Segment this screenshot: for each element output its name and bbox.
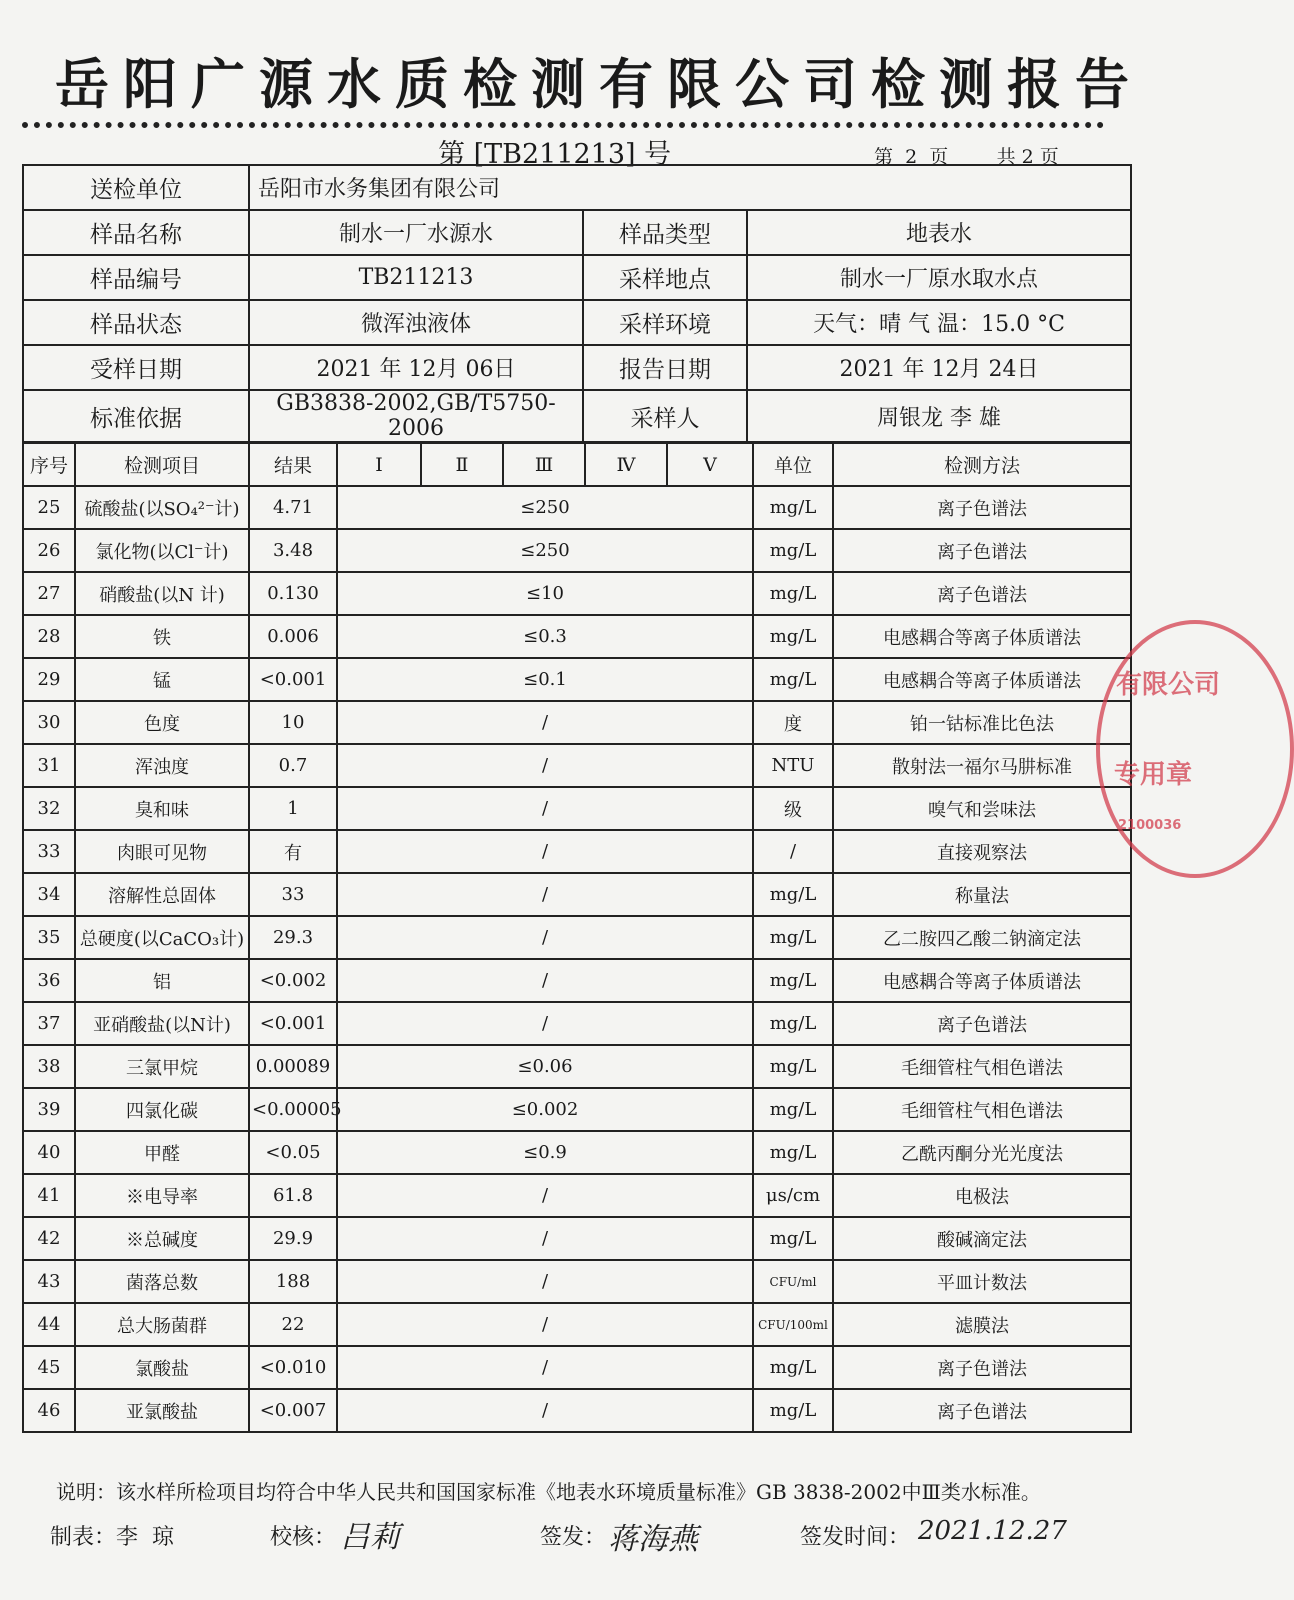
- row-no: 25: [23, 486, 75, 529]
- row-unit: mg/L: [753, 873, 833, 916]
- report-date-value: 2021 年 12月 24日: [747, 345, 1131, 390]
- row-method: 散射法一福尔马肼标准: [833, 744, 1131, 787]
- row-no: 41: [23, 1174, 75, 1217]
- row-no: 40: [23, 1131, 75, 1174]
- row-no: 39: [23, 1088, 75, 1131]
- row-item: 溶解性总固体: [75, 873, 249, 916]
- row-unit: mg/L: [753, 1217, 833, 1260]
- sampler-label: 采样人: [583, 390, 747, 442]
- row-unit: /: [753, 830, 833, 873]
- row-method: 毛细管柱气相色谱法: [833, 1045, 1131, 1088]
- issued-by-label: 签发：: [540, 1525, 607, 1550]
- row-no: 36: [23, 959, 75, 1002]
- row-no: 28: [23, 615, 75, 658]
- row-method: 电感耦合等离子体质谱法: [833, 658, 1131, 701]
- row-item: 甲醛: [75, 1131, 249, 1174]
- row-unit: mg/L: [753, 658, 833, 701]
- row-limit: /: [337, 959, 753, 1002]
- row-item: 氯化物(以Cl⁻计): [75, 529, 249, 572]
- row-limit: /: [337, 744, 753, 787]
- row-item: 铁: [75, 615, 249, 658]
- row-no: 43: [23, 1260, 75, 1303]
- sample-site-value: 制水一厂原水取水点: [747, 255, 1131, 300]
- row-result: 10: [249, 701, 337, 744]
- row-unit: 级: [753, 787, 833, 830]
- col-class-2-header: Ⅱ: [421, 443, 503, 486]
- sample-info-table: [22, 164, 1132, 443]
- table-row: [23, 1002, 1131, 1045]
- row-method: 嗅气和尝味法: [833, 787, 1131, 830]
- row-method: 乙酰丙酮分光光度法: [833, 1131, 1131, 1174]
- seal-text-special: 专用章: [1114, 760, 1193, 790]
- row-no: 45: [23, 1346, 75, 1389]
- row-result: 188: [249, 1260, 337, 1303]
- row-result: <0.00005: [249, 1088, 337, 1131]
- row-result: 0.006: [249, 615, 337, 658]
- row-limit: ≤10: [337, 572, 753, 615]
- row-no: 26: [23, 529, 75, 572]
- row-result: 61.8: [249, 1174, 337, 1217]
- row-no: 34: [23, 873, 75, 916]
- row-no: 30: [23, 701, 75, 744]
- row-method: 滤膜法: [833, 1303, 1131, 1346]
- row-method: 离子色谱法: [833, 529, 1131, 572]
- col-item-header: 检测项目: [75, 443, 249, 486]
- row-limit: ≤0.3: [337, 615, 753, 658]
- table-row: [23, 1045, 1131, 1088]
- row-unit: mg/L: [753, 1088, 833, 1131]
- row-limit: ≤250: [337, 529, 753, 572]
- row-limit: /: [337, 1389, 753, 1432]
- row-method: 称量法: [833, 873, 1131, 916]
- row-method: 平皿计数法: [833, 1260, 1131, 1303]
- row-item: 总硬度(以CaCO₃计): [75, 916, 249, 959]
- row-result: <0.002: [249, 959, 337, 1002]
- issue-time-value: 2021.12.27: [918, 1516, 1067, 1546]
- report-title: 岳阳广源水质检测有限公司检测报告: [55, 53, 1143, 116]
- sample-state-label: 样品状态: [23, 300, 249, 345]
- col-class-4-header: Ⅳ: [585, 443, 667, 486]
- sample-type-value: 地表水: [747, 210, 1131, 255]
- table-row: [23, 529, 1131, 572]
- row-no: 42: [23, 1217, 75, 1260]
- row-method: 离子色谱法: [833, 486, 1131, 529]
- row-result: 0.00089: [249, 1045, 337, 1088]
- row-method: 铂一钴标准比色法: [833, 701, 1131, 744]
- row-item: 氯酸盐: [75, 1346, 249, 1389]
- col-class-3-header: Ⅲ: [503, 443, 585, 486]
- row-no: 27: [23, 572, 75, 615]
- row-result: 0.130: [249, 572, 337, 615]
- row-no: 32: [23, 787, 75, 830]
- row-unit: mg/L: [753, 1045, 833, 1088]
- sample-no-label: 样品编号: [23, 255, 249, 300]
- row-result: 3.48: [249, 529, 337, 572]
- row-unit: mg/L: [753, 486, 833, 529]
- table-row: [23, 830, 1131, 873]
- row-no: 37: [23, 1002, 75, 1045]
- row-limit: /: [337, 830, 753, 873]
- row-item: 浑浊度: [75, 744, 249, 787]
- sampler-value: 周银龙 李 雄: [747, 390, 1131, 442]
- row-unit: CFU/100ml: [753, 1303, 833, 1346]
- table-row: [23, 744, 1131, 787]
- row-method: 电感耦合等离子体质谱法: [833, 959, 1131, 1002]
- row-item: 臭和味: [75, 787, 249, 830]
- row-unit: mg/L: [753, 916, 833, 959]
- sample-no-value: TB211213: [249, 255, 583, 300]
- prepared-by: 制表：李 琼: [50, 1525, 174, 1550]
- report-number: 第 [TB211213] 号: [438, 139, 672, 170]
- row-method: 离子色谱法: [833, 1346, 1131, 1389]
- page-info: 第 2 页 共 2 页: [874, 146, 1059, 168]
- row-no: 46: [23, 1389, 75, 1432]
- table-row: [23, 1346, 1131, 1389]
- row-item: 肉眼可见物: [75, 830, 249, 873]
- row-limit: /: [337, 701, 753, 744]
- row-result: 22: [249, 1303, 337, 1346]
- standard-value: GB3838-2002,GB/T5750-2006: [249, 390, 583, 442]
- row-limit: /: [337, 787, 753, 830]
- table-row: [23, 1217, 1131, 1260]
- row-result: 有: [249, 830, 337, 873]
- table-row: [23, 1389, 1131, 1432]
- row-method: 直接观察法: [833, 830, 1131, 873]
- row-unit: CFU/ml: [753, 1260, 833, 1303]
- row-result: <0.010: [249, 1346, 337, 1389]
- row-no: 44: [23, 1303, 75, 1346]
- row-unit: mg/L: [753, 1002, 833, 1045]
- row-no: 31: [23, 744, 75, 787]
- table-row: [23, 787, 1131, 830]
- row-method: 酸碱滴定法: [833, 1217, 1131, 1260]
- row-no: 38: [23, 1045, 75, 1088]
- row-limit: /: [337, 873, 753, 916]
- client-label: 送检单位: [23, 165, 249, 210]
- row-item: ※总碱度: [75, 1217, 249, 1260]
- table-row: [23, 701, 1131, 744]
- row-method: 乙二胺四乙酸二钠滴定法: [833, 916, 1131, 959]
- company-seal: [1096, 620, 1294, 878]
- row-item: ※电导率: [75, 1174, 249, 1217]
- table-row: [23, 1131, 1131, 1174]
- col-method-header: 检测方法: [833, 443, 1131, 486]
- row-item: 菌落总数: [75, 1260, 249, 1303]
- sample-env-value: 天气：晴 气 温：15.0 °C: [747, 300, 1131, 345]
- row-limit: ≤0.002: [337, 1088, 753, 1131]
- row-method: 离子色谱法: [833, 572, 1131, 615]
- row-limit: ≤0.1: [337, 658, 753, 701]
- row-unit: NTU: [753, 744, 833, 787]
- row-method: 离子色谱法: [833, 1389, 1131, 1432]
- table-row: [23, 1260, 1131, 1303]
- row-result: 4.71: [249, 486, 337, 529]
- table-row: [23, 873, 1131, 916]
- checked-by-label: 校核：: [270, 1525, 337, 1550]
- row-item: 亚硝酸盐(以N计): [75, 1002, 249, 1045]
- results-table: [22, 442, 1132, 1433]
- table-row: [23, 1088, 1131, 1131]
- sample-name-value: 制水一厂水源水: [249, 210, 583, 255]
- results-header-row: [23, 443, 1131, 486]
- row-item: 铝: [75, 959, 249, 1002]
- table-row: [23, 572, 1131, 615]
- row-result: <0.007: [249, 1389, 337, 1432]
- row-limit: /: [337, 1217, 753, 1260]
- row-unit: mg/L: [753, 1389, 833, 1432]
- table-row: [23, 615, 1131, 658]
- table-row: [23, 658, 1131, 701]
- seal-text-company: 有限公司: [1116, 670, 1221, 700]
- conclusion-note: 说明：该水样所检项目均符合中华人民共和国国家标准《地表水环境质量标准》GB 3838-2002中Ⅲ类水标准。: [56, 1480, 1041, 1504]
- row-result: 33: [249, 873, 337, 916]
- row-method: 毛细管柱气相色谱法: [833, 1088, 1131, 1131]
- row-item: 色度: [75, 701, 249, 744]
- col-unit-header: 单位: [753, 443, 833, 486]
- report-date-label: 报告日期: [583, 345, 747, 390]
- sample-env-label: 采样环境: [583, 300, 747, 345]
- row-limit: ≤0.06: [337, 1045, 753, 1088]
- row-method: 电感耦合等离子体质谱法: [833, 615, 1131, 658]
- col-class-1-header: Ⅰ: [337, 443, 421, 486]
- row-unit: mg/L: [753, 615, 833, 658]
- sample-type-label: 样品类型: [583, 210, 747, 255]
- row-item: 三氯甲烷: [75, 1045, 249, 1088]
- row-unit: mg/L: [753, 1131, 833, 1174]
- row-no: 29: [23, 658, 75, 701]
- issue-time-label: 签发时间：: [800, 1525, 911, 1550]
- row-unit: μs/cm: [753, 1174, 833, 1217]
- row-limit: ≤250: [337, 486, 753, 529]
- col-result-header: 结果: [249, 443, 337, 486]
- sample-state-value: 微浑浊液体: [249, 300, 583, 345]
- row-limit: /: [337, 1303, 753, 1346]
- row-unit: mg/L: [753, 1346, 833, 1389]
- table-row: [23, 1303, 1131, 1346]
- row-method: 离子色谱法: [833, 1002, 1131, 1045]
- row-unit: mg/L: [753, 529, 833, 572]
- row-limit: /: [337, 1260, 753, 1303]
- row-result: 29.3: [249, 916, 337, 959]
- table-row: [23, 1174, 1131, 1217]
- issuer-signature: 蒋海燕: [608, 1522, 698, 1557]
- row-item: 四氯化碳: [75, 1088, 249, 1131]
- sample-site-label: 采样地点: [583, 255, 747, 300]
- row-result: <0.05: [249, 1131, 337, 1174]
- row-limit: /: [337, 916, 753, 959]
- table-row: [23, 916, 1131, 959]
- seal-serial: 2100036: [1118, 818, 1182, 833]
- row-limit: ≤0.9: [337, 1131, 753, 1174]
- row-result: <0.001: [249, 1002, 337, 1045]
- checker-signature: 吕莉: [340, 1520, 400, 1555]
- standard-label: 标准依据: [23, 390, 249, 442]
- receive-date-label: 受样日期: [23, 345, 249, 390]
- row-result: 0.7: [249, 744, 337, 787]
- row-item: 亚氯酸盐: [75, 1389, 249, 1432]
- row-unit: mg/L: [753, 959, 833, 1002]
- row-item: 总大肠菌群: [75, 1303, 249, 1346]
- table-row: [23, 959, 1131, 1002]
- row-unit: mg/L: [753, 572, 833, 615]
- row-method: 电极法: [833, 1174, 1131, 1217]
- table-row: [23, 486, 1131, 529]
- row-result: 1: [249, 787, 337, 830]
- row-limit: /: [337, 1346, 753, 1389]
- row-result: <0.001: [249, 658, 337, 701]
- client-value: 岳阳市水务集团有限公司: [249, 165, 1131, 210]
- row-item: 硝酸盐(以N 计): [75, 572, 249, 615]
- row-no: 35: [23, 916, 75, 959]
- row-unit: 度: [753, 701, 833, 744]
- row-result: 29.9: [249, 1217, 337, 1260]
- row-item: 锰: [75, 658, 249, 701]
- col-class-5-header: Ⅴ: [667, 443, 753, 486]
- row-no: 33: [23, 830, 75, 873]
- row-item: 硫酸盐(以SO₄²⁻计): [75, 486, 249, 529]
- receive-date-value: 2021 年 12月 06日: [249, 345, 583, 390]
- sample-name-label: 样品名称: [23, 210, 249, 255]
- row-limit: /: [337, 1002, 753, 1045]
- row-limit: /: [337, 1174, 753, 1217]
- col-no-header: 序号: [23, 443, 75, 486]
